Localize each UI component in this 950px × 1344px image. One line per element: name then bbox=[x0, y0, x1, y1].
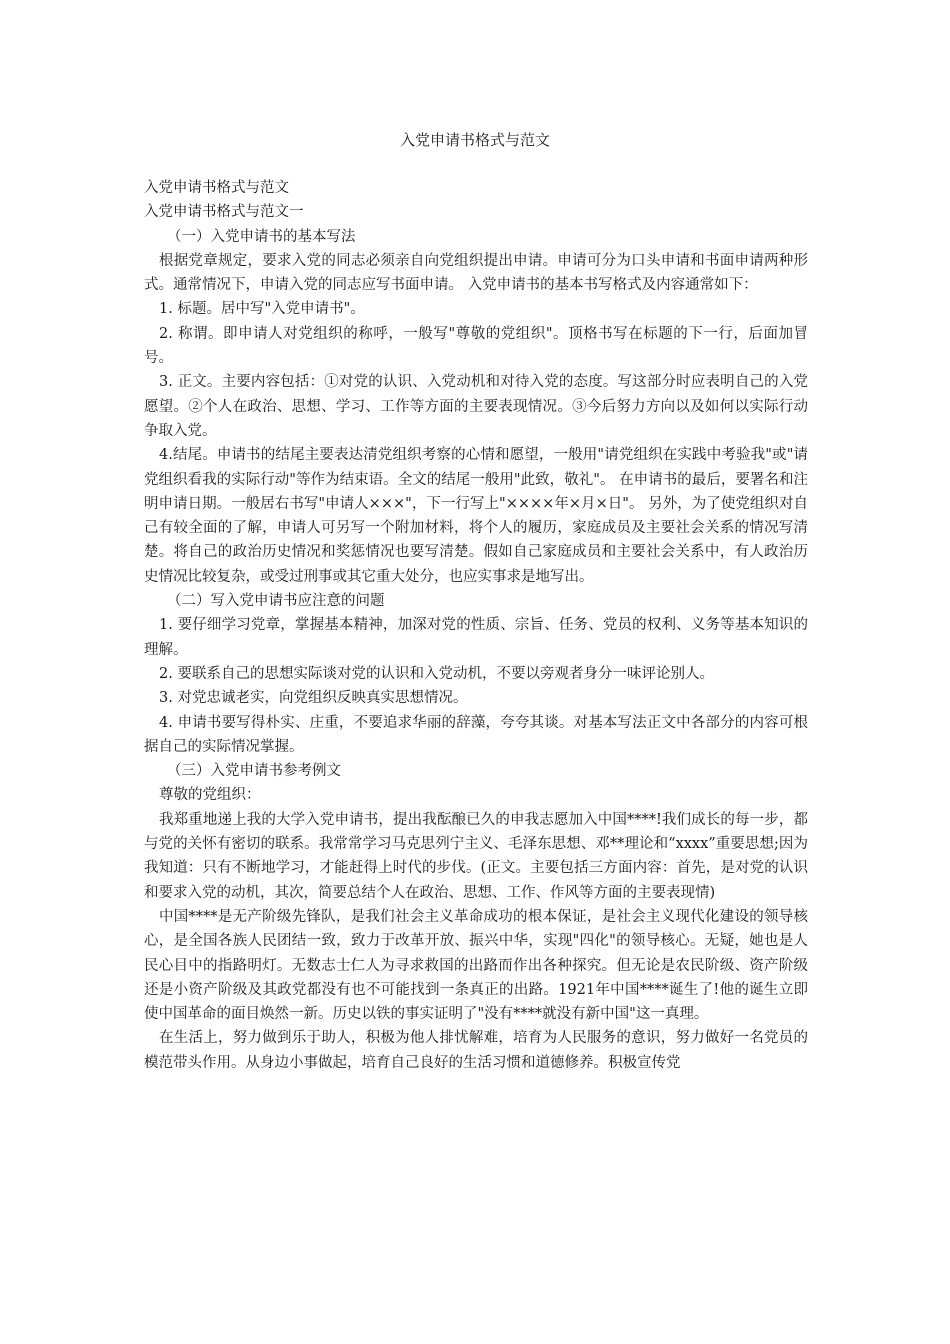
heading-2: 入党申请书格式与范文一 bbox=[144, 204, 304, 221]
heading-1: 入党申请书格式与范文 bbox=[144, 180, 289, 196]
document-title: 入党申请书格式与范文 bbox=[399, 131, 550, 149]
salutation: 尊敬的党组织： bbox=[159, 787, 261, 804]
section-heading-3: （三）入党申请书参考例文 bbox=[167, 763, 341, 780]
list-item: 4. 申请书要写得朴实、庄重，不要追求华丽的辞藻，夸夸其谈。对基本写法正文中各部分的内容可根据自己的实际情况掌握。 bbox=[144, 714, 808, 755]
section-heading-2: （二）写入党申请书应注意的问题 bbox=[167, 593, 385, 610]
paragraph: 根据党章规定，要求入党的同志必须亲自向党组织提出申请。申请可分为口头申请和书面申请两种形式。通常情况下，申请入党的同志应写书面申请。 入党申请书的基本书写格式及内容通常如下： bbox=[144, 252, 808, 294]
list-item: 3. 对党忠诚老实，向党组织反映真实思想情况。 bbox=[159, 690, 468, 707]
paragraph: 在生活上，努力做到乐于助人，积极为他人排忧解难，培育为人民服务的意识，努力做好一名党员的模范带头作用。从身边小事做起，培育自己良好的生活习惯和道德修养。积极宣传党 bbox=[144, 1030, 808, 1071]
list-item: 1. 标题。居中写"入党申请书"。 bbox=[159, 301, 365, 318]
document-body bbox=[144, 176, 808, 1075]
list-item: 3. 正文。主要内容包括：①对党的认识、入党动机和对待入党的态度。写这部分时应表明自己的入党愿望。②个人在政治、思想、学习、工作等方面的主要表现情况。③今后努力方向以及如何以实际行动争取入党。 bbox=[144, 374, 808, 439]
list-item: 4.结尾。申请书的结尾主要表达清党组织考察的心情和愿望，一般用"请党组织在实践中考验我"或"请党组织看我的实际行动"等作为结束语。全文的结尾一般用"此致，敬礼"。 在申请书的最后，要署名和注明申请日期。一般居右书写"申请人×××"，下一行写上"××××年×月×日"。 另外，为了使党组织对自己有较全面的了解，申请人可另写一个附加材料，将个人的履历，家庭成员及主要社会关系的情况写清楚。将自己的政治历史情况和奖惩情况也要写清楚。假如自己家庭成员和主要社会关系中，有人政治历史情况比较复杂，或受过刑事或其它重大处分，也应实事求是地写出。 bbox=[144, 447, 808, 585]
section-heading-1: （一）入党申请书的基本写法 bbox=[167, 228, 356, 245]
list-item: 2. 要联系自己的思想实际谈对党的认识和入党动机，不要以旁观者身分一味评论别人。 bbox=[159, 665, 714, 682]
list-item: 1. 要仔细学习党章，掌握基本精神，加深对党的性质、宗旨、任务、党员的权利、义务等基本知识的理解。 bbox=[144, 617, 808, 658]
paragraph: 我郑重地递上我的大学入党申请书，提出我酝酿已久的申我志愿加入中国****!我们成长的每一步，都与党的关怀有密切的联系。我常常学习马克思列宁主义、毛泽东思想、邓**理论和“xxxx”重要思想;因为我知道：只有不断地学习，才能赶得上时代的步伐。(正文。主要包括三方面内容：首先，是对党的认识和要求入党的动机，其次，简要总结个人在政治、思想、工作、作风等方面的主要表现情) bbox=[144, 811, 808, 901]
list-item: 2. 称谓。即申请人对党组织的称呼，一般写"尊敬的党组织"。顶格书写在标题的下一行，后面加冒号。 bbox=[144, 325, 808, 367]
paragraph: 中国****是无产阶级先锋队，是我们社会主义革命成功的根本保证，是社会主义现代化建设的领导核心，是全国各族人民团结一致，致力于改革开放、振兴中华，实现"四化"的领导核心。无疑，她也是人民心目中的指路明灯。无数志士仁人为寻求救国的出路而作出各种探究。但无论是农民阶级、资产阶级还是小资产阶级及其政党都没有也不可能找到一条真正的出路。1921年中国****诞生了!他的诞生立即使中国革命的面目焕然一新。历史以铁的事实证明了"没有****就没有新中国"这一真理。 bbox=[144, 908, 808, 1023]
